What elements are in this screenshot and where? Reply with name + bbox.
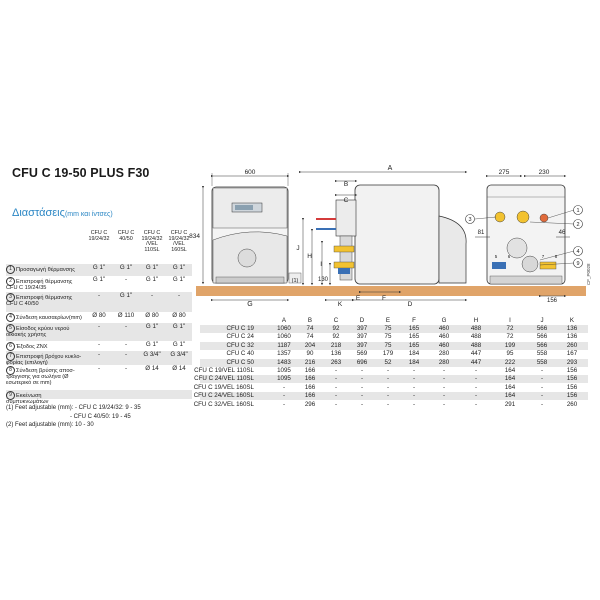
- dim-value: 156: [566, 375, 578, 383]
- dim-column-header: F: [412, 317, 416, 324]
- dim-J-label: J: [296, 245, 300, 252]
- connection-row: [6, 264, 192, 276]
- callout-1: 1: [576, 208, 580, 214]
- connection-value: -: [97, 323, 101, 330]
- dim-K-label: K: [337, 301, 343, 308]
- connection-text: Επιστροφή θέρμανσης CFU C 40/50: [6, 294, 73, 307]
- dim-model: CFU C 40: [226, 350, 254, 358]
- dim-value: -: [334, 400, 338, 408]
- dim-A-label: A: [387, 165, 393, 172]
- dim-value: -: [412, 392, 416, 400]
- dim-value: 1187: [277, 341, 291, 349]
- dim-value: 447: [470, 350, 482, 358]
- dim-value: -: [386, 383, 390, 391]
- connection-row: [6, 390, 192, 405]
- dim-value: -: [282, 383, 286, 391]
- col-header: CFU C 40/50: [117, 230, 135, 242]
- dim-value: -: [412, 375, 416, 383]
- dim-value: 75: [384, 333, 392, 341]
- dim-value: 296: [304, 400, 316, 408]
- side-code-label: CF_P0028: [586, 263, 591, 285]
- note-line: (1) Feet adjustable (mm): - CFU C 19/24/32: 9 - 35: [6, 405, 141, 411]
- connection-value: G 1": [172, 341, 186, 348]
- connection-value: -: [97, 341, 101, 348]
- connection-number: 3: [6, 293, 15, 302]
- dim-value: 1483: [277, 358, 291, 366]
- dim-row: [200, 350, 588, 358]
- dim-value: 156: [566, 392, 578, 400]
- dim-value: 1357: [277, 350, 291, 358]
- front-view: [203, 173, 301, 300]
- dim-value: 166: [304, 375, 316, 383]
- dim-value: 165: [408, 333, 420, 341]
- dim-model: CFU C 50: [226, 358, 254, 366]
- connection-text: Σύνδεση βρύσης αποσ-τράγγισης για σωλήνα (Ø εσωτερικό σε mm): [6, 367, 75, 386]
- dim-value: 460: [438, 325, 450, 332]
- dim-value: -: [540, 383, 544, 391]
- connection-row: [6, 323, 192, 341]
- dim-value: -: [474, 375, 478, 383]
- connection-number: 2: [6, 277, 15, 286]
- dim-value: -: [442, 400, 446, 408]
- dim-834-label: 834: [189, 233, 200, 240]
- connection-number: 5: [6, 324, 15, 333]
- dim-column-header: B: [307, 317, 313, 324]
- connection-text: Είσοδος κρύου νερού οικιακής χρήσης: [6, 325, 70, 338]
- dim-value: 1060: [277, 333, 291, 341]
- dim-value: -: [360, 383, 364, 391]
- dim-value: -: [442, 383, 446, 391]
- connection-label: [6, 277, 84, 292]
- connection-row: [6, 276, 192, 292]
- dim-value: 184: [408, 350, 420, 358]
- connection-label: [6, 313, 84, 322]
- connection-value: G 1": [119, 264, 133, 271]
- dim-value: 74: [306, 333, 314, 341]
- connection-number: 9: [6, 391, 15, 400]
- dim-column-header: D: [359, 317, 365, 324]
- dim-C-label: C: [343, 197, 349, 204]
- dim-value: 488: [470, 333, 482, 341]
- dim-row: [200, 333, 588, 341]
- dim-value: 167: [566, 350, 578, 358]
- connection-number: 7: [6, 352, 15, 361]
- connection-value: G 1": [172, 323, 186, 330]
- dim-value: -: [360, 375, 364, 383]
- dim-value: 164: [504, 367, 516, 374]
- dim-value: 566: [536, 341, 548, 349]
- page-title: CFU C 19-50 PLUS F30: [12, 166, 150, 180]
- dim-value: 558: [536, 358, 548, 366]
- dim-row: [194, 367, 588, 375]
- connection-number: 8: [6, 366, 15, 375]
- connection-value: G 1": [92, 264, 106, 271]
- connection-text: Έξοδος ΖΝΧ: [16, 343, 48, 350]
- dim-value: 397: [356, 341, 368, 349]
- dim-model: CFU C 19/VEL 160SL: [193, 383, 254, 391]
- callout-9: 9: [576, 261, 580, 267]
- dim-column-header: E: [385, 317, 391, 324]
- dim-column-header: J: [540, 317, 544, 324]
- col-header: CFU C 19/24/32 /VEL 110SL: [141, 230, 163, 254]
- dim-value: 260: [566, 341, 578, 349]
- dim-value: 566: [536, 325, 548, 332]
- dim-value: 397: [356, 325, 368, 332]
- connection-label: [6, 265, 84, 274]
- connection-value: Ø 14: [145, 365, 159, 372]
- dim-value: 164: [504, 392, 516, 400]
- dim-value: 566: [536, 333, 548, 341]
- dim-value: 74: [306, 325, 314, 332]
- dim-model: CFU C 32/VEL 160SL: [193, 400, 254, 408]
- dim-value: 204: [304, 341, 316, 349]
- dim-H-label: H: [307, 253, 312, 260]
- dim-model: CFU C 24/VEL 160SL: [193, 392, 254, 400]
- dim-value: -: [386, 400, 390, 408]
- note-line: (2) Feet adjustable (mm): 10 - 30: [6, 422, 94, 429]
- dim-model: CFU C 19: [226, 325, 254, 332]
- dim-value: 136: [566, 333, 578, 341]
- dim-row: [200, 342, 588, 350]
- callout-3: 3: [468, 217, 472, 223]
- dim-B-label: B: [343, 181, 349, 188]
- dim-value: -: [360, 367, 364, 374]
- dim-value: -: [360, 400, 364, 408]
- dim-header-row: [200, 317, 588, 325]
- dim-value: 179: [382, 350, 394, 358]
- dim-value: 280: [438, 350, 450, 358]
- dim-column-header: K: [569, 317, 575, 324]
- dim-value: -: [334, 392, 338, 400]
- dim-1-label: (1): [291, 278, 299, 284]
- note-line: - CFU C 40/50: 19 - 45: [70, 413, 131, 420]
- dim-81-label: 81: [477, 230, 485, 236]
- dim-600-label: 600: [244, 169, 256, 176]
- connection-value: Ø 110: [117, 312, 135, 319]
- subtitle-unit: (mm και ίντσες): [64, 211, 113, 218]
- dim-value: 260: [566, 400, 578, 408]
- dim-value: -: [540, 375, 544, 383]
- connection-value: -: [124, 365, 128, 372]
- dim-model: CFU C 24/VEL 110SL: [194, 375, 254, 383]
- connection-value: G 1": [92, 276, 106, 283]
- dim-value: 569: [356, 350, 368, 358]
- dim-value: 488: [470, 341, 482, 349]
- dim-value: -: [282, 392, 286, 400]
- dim-value: 136: [566, 325, 578, 332]
- dim-value: 184: [408, 358, 420, 366]
- connection-value: Ø 80: [145, 312, 159, 319]
- connection-value: -: [124, 323, 128, 330]
- connection-number: 6: [6, 342, 15, 351]
- dim-value: 90: [306, 350, 314, 358]
- connection-value: G 1": [172, 264, 186, 271]
- connection-value: G 1": [172, 276, 186, 283]
- callout-8: 8: [554, 254, 558, 259]
- dim-value: -: [442, 367, 446, 374]
- callout-2: 2: [576, 222, 580, 228]
- dim-model: CFU C 32: [226, 341, 254, 349]
- dim-value: 75: [384, 341, 392, 349]
- connection-value: G 1": [145, 341, 159, 348]
- dim-value: -: [412, 367, 416, 374]
- subtitle-main: Διαστάσεις: [12, 207, 65, 219]
- dim-value: -: [474, 392, 478, 400]
- connection-value: -: [97, 365, 101, 372]
- callout-6: 6: [507, 254, 511, 259]
- connection-row: [6, 341, 192, 351]
- dim-value: 95: [506, 350, 514, 358]
- notes: [6, 404, 141, 430]
- connection-row: [6, 292, 192, 312]
- dim-row: [200, 359, 588, 367]
- dim-value: -: [412, 400, 416, 408]
- dim-column-header: I: [509, 317, 511, 324]
- connection-value: Ø 80: [172, 312, 186, 319]
- dim-value: 156: [566, 367, 578, 374]
- dim-value: -: [282, 400, 286, 408]
- dim-value: -: [442, 392, 446, 400]
- dim-value: 460: [438, 341, 450, 349]
- dim-value: 558: [536, 350, 548, 358]
- connection-value: -: [124, 351, 128, 358]
- dim-value: 52: [384, 358, 392, 366]
- connection-row: [6, 312, 192, 323]
- dim-value: 75: [384, 325, 392, 332]
- connections-table: [6, 227, 192, 405]
- dim-value: 488: [470, 325, 482, 332]
- connection-text: Επιστροφή θέρμανσης CFU C 19/24/35: [6, 278, 73, 291]
- dim-46-label: 46: [558, 230, 566, 236]
- dim-value: -: [334, 375, 338, 383]
- callout-5: 5: [494, 254, 498, 259]
- connection-value: G 1": [119, 292, 133, 299]
- connection-value: -: [177, 292, 181, 299]
- connection-value: G 1": [145, 276, 159, 283]
- dim-value: -: [360, 392, 364, 400]
- dim-value: 92: [332, 325, 340, 332]
- dim-value: 166: [304, 383, 316, 391]
- callout-7: 7: [541, 254, 545, 259]
- dim-value: -: [474, 400, 478, 408]
- connection-text: Προσαγωγή θέρμανσης: [16, 266, 75, 273]
- connection-value: -: [150, 292, 154, 299]
- dim-model: CFU C 19/VEL 110SL: [194, 367, 254, 374]
- connection-value: -: [124, 276, 128, 283]
- connection-row: [6, 365, 192, 390]
- dim-value: 696: [356, 358, 368, 366]
- connection-value: -: [97, 351, 101, 358]
- dim-value: 1095: [277, 367, 291, 374]
- dim-value: -: [442, 375, 446, 383]
- dim-value: 1095: [277, 375, 291, 383]
- dim-value: 165: [408, 325, 420, 332]
- dim-row: [193, 400, 588, 409]
- dim-value: -: [386, 392, 390, 400]
- dim-value: 92: [332, 333, 340, 341]
- connection-value: Ø 14: [172, 365, 186, 372]
- connection-text: Εκκένωση συμπυκνωμάτων: [6, 392, 49, 405]
- dim-value: 218: [330, 341, 342, 349]
- dim-value: 397: [356, 333, 368, 341]
- dim-G-label: G: [247, 301, 253, 308]
- dim-value: 216: [304, 358, 316, 366]
- dim-value: -: [386, 375, 390, 383]
- dim-value: 1060: [277, 325, 291, 332]
- dim-model: CFU C 24: [226, 333, 254, 341]
- dim-F-label: F: [382, 295, 386, 302]
- col-header: CFU C 19/24/32 /VEL 160SL: [168, 230, 190, 254]
- dim-column-header: G: [441, 317, 447, 324]
- connection-value: G 3/4": [170, 351, 188, 358]
- callout-4: 4: [576, 249, 580, 255]
- connection-label: [6, 293, 84, 308]
- dim-value: -: [540, 367, 544, 374]
- dim-column-header: C: [333, 317, 339, 324]
- dim-value: 460: [438, 333, 450, 341]
- connection-value: G 1": [145, 264, 159, 271]
- dim-row: [193, 383, 588, 392]
- dim-value: -: [474, 383, 478, 391]
- dim-column-header: H: [473, 317, 479, 324]
- dim-value: -: [386, 367, 390, 374]
- dim-value: 166: [304, 392, 316, 400]
- dim-value: 222: [504, 358, 516, 366]
- connection-label: [6, 342, 84, 351]
- dim-column-header: A: [281, 317, 287, 324]
- connection-label: [6, 324, 84, 339]
- connection-value: -: [124, 341, 128, 348]
- dim-value: 136: [330, 350, 342, 358]
- dim-value: 293: [566, 358, 578, 366]
- dim-value: 263: [330, 358, 342, 366]
- dim-row: [194, 375, 588, 383]
- connection-value: G 1": [145, 323, 159, 330]
- back-view: [466, 176, 583, 296]
- dim-value: 199: [504, 341, 516, 349]
- floor-strip: [196, 286, 586, 296]
- dim-value: -: [412, 383, 416, 391]
- dim-value: -: [334, 367, 338, 374]
- connection-label: [6, 366, 84, 387]
- dim-row: [200, 325, 588, 333]
- dim-value: 164: [504, 383, 516, 391]
- dim-275-label: 275: [498, 169, 510, 176]
- dim-value: -: [540, 400, 544, 408]
- connection-number: 4: [6, 313, 15, 322]
- connection-value: Ø 80: [92, 312, 106, 319]
- dim-value: 166: [304, 367, 316, 374]
- dim-row: [193, 392, 588, 400]
- dim-D-label: D: [407, 301, 413, 308]
- connection-row: [6, 351, 192, 365]
- dim-value: 72: [506, 333, 514, 341]
- dim-230-label: 230: [538, 169, 550, 176]
- connection-text: Σύνδεση καυσαερίων(mm): [16, 314, 82, 321]
- dim-value: -: [540, 392, 544, 400]
- col-header: CFU C 19/24/32: [88, 230, 110, 242]
- dim-value: 164: [504, 375, 516, 383]
- dim-I-label: I: [320, 261, 322, 268]
- dim-156-label: 156: [546, 298, 558, 304]
- dim-value: 165: [408, 341, 420, 349]
- dim-value: -: [334, 383, 338, 391]
- connection-value: G 3/4": [143, 351, 161, 358]
- dim-value: 156: [566, 383, 578, 391]
- dim-E-label: E: [355, 295, 361, 302]
- dim-value: 447: [470, 358, 482, 366]
- connection-text: Επιστροφή βρόχου κυκλο-φορίας (επιλογή): [6, 353, 82, 366]
- dim-value: 72: [506, 325, 514, 332]
- dim-130-label: 130: [317, 277, 328, 283]
- dim-value: 291: [504, 400, 516, 408]
- connection-number: 1: [6, 265, 15, 274]
- dim-value: 280: [438, 358, 450, 366]
- dim-value: -: [474, 367, 478, 374]
- connection-value: -: [97, 292, 101, 299]
